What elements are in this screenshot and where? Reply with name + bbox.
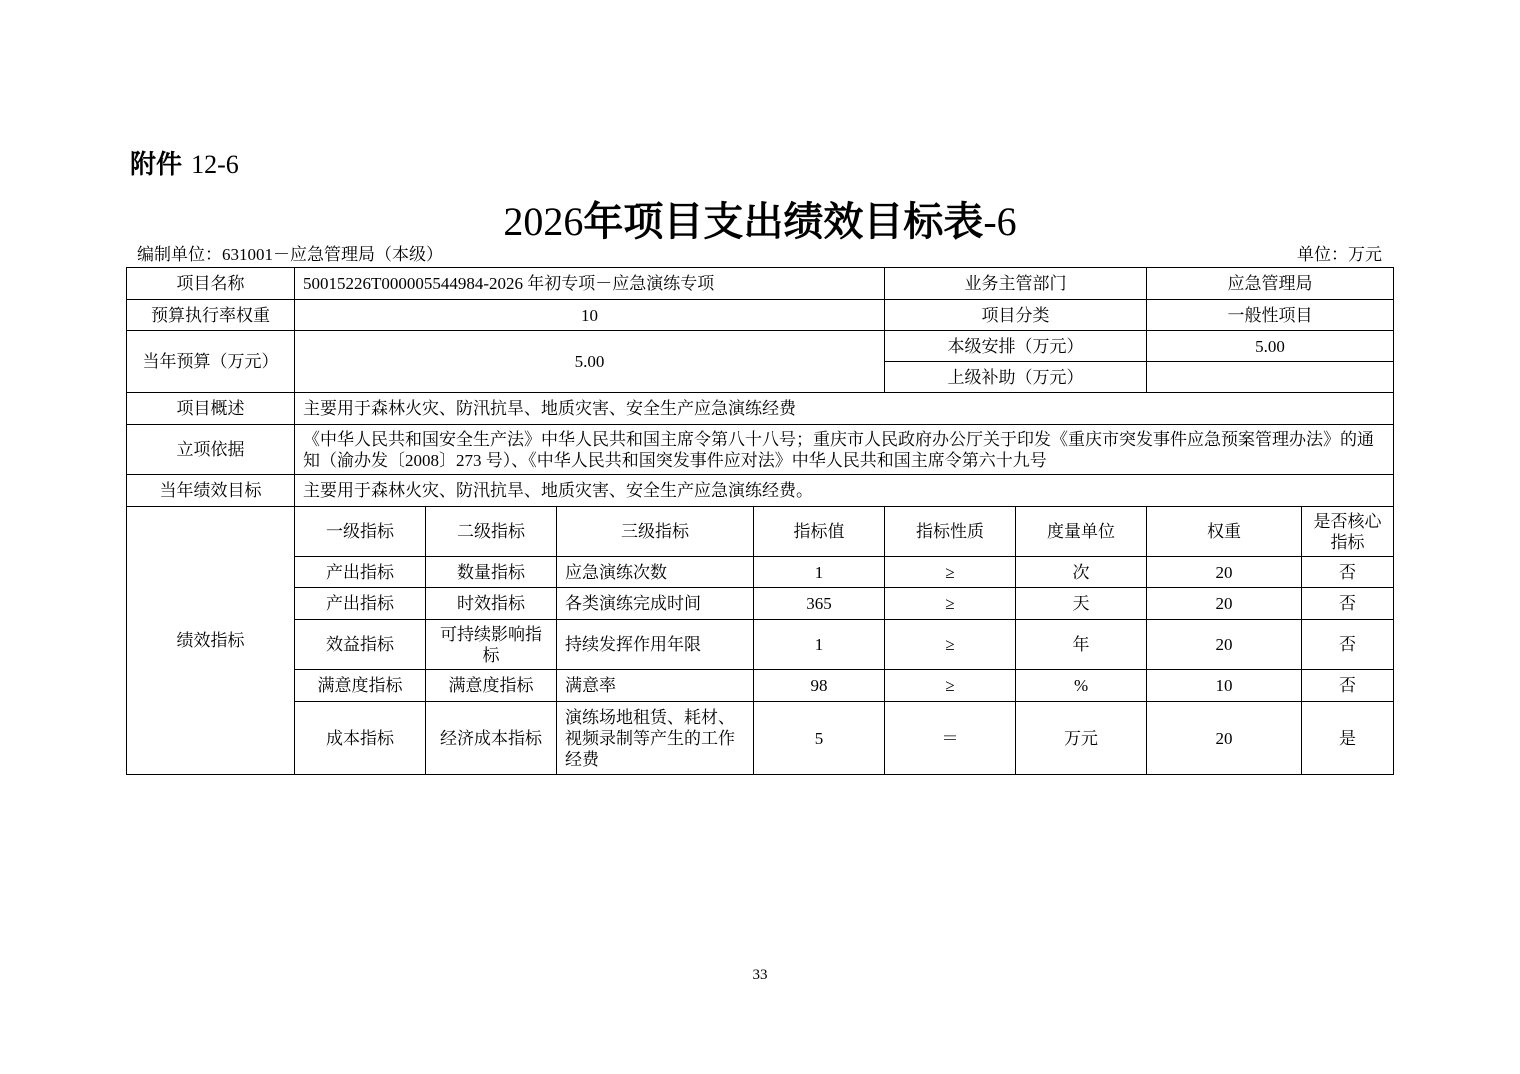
header-level2: 二级指标 [426, 507, 557, 557]
indicator-level1: 成本指标 [295, 702, 426, 775]
indicator-weight: 10 [1147, 670, 1302, 702]
indicator-core: 否 [1302, 670, 1394, 702]
row-goal [127, 475, 1394, 507]
indicator-nature: ＝ [885, 702, 1016, 775]
indicator-value: 98 [754, 670, 885, 702]
table-row [127, 620, 1394, 670]
table-row [127, 557, 1394, 588]
indicator-unit: 年 [1016, 620, 1147, 670]
compiler-unit: 编制单位：631001－应急管理局（本级） [137, 245, 443, 264]
indicator-level1: 产出指标 [295, 557, 426, 588]
title-suffix: -6 [983, 199, 1017, 244]
indicator-level3: 满意率 [557, 670, 754, 702]
dept-value: 应急管理局 [1147, 268, 1394, 300]
budget-label: 当年预算（万元） [127, 331, 295, 393]
indicator-core: 否 [1302, 620, 1394, 670]
indicator-level2: 满意度指标 [426, 670, 557, 702]
category-value: 一般性项目 [1147, 300, 1394, 331]
goal-label: 当年绩效目标 [127, 475, 295, 507]
indicator-nature: ≥ [885, 620, 1016, 670]
indicator-level2: 数量指标 [426, 557, 557, 588]
header-core: 是否核心指标 [1302, 507, 1394, 557]
indicator-weight: 20 [1147, 588, 1302, 620]
budget-value: 5.00 [295, 331, 885, 393]
basis-label: 立项依据 [127, 425, 295, 475]
basis-value: 《中华人民共和国安全生产法》中华人民共和国主席令第八十八号；重庆市人民政府办公厅关于印发《重庆市突发事件应急预案管理办法》的通知（渝办发〔2008〕273 号）、《中华人民共和国突发事件应对法》中华人民共和国主席令第六十九号 [295, 425, 1394, 475]
performance-table [126, 267, 1394, 775]
local-budget-value: 5.00 [1147, 331, 1394, 362]
indicator-value: 5 [754, 702, 885, 775]
indicator-weight: 20 [1147, 702, 1302, 775]
performance-table-wrapper [126, 267, 1393, 775]
row-project-name [127, 268, 1394, 300]
indicator-level3: 应急演练次数 [557, 557, 754, 588]
indicator-header-row [127, 507, 1394, 557]
indicator-core: 否 [1302, 557, 1394, 588]
page-title [0, 190, 1520, 247]
indicator-nature: ≥ [885, 557, 1016, 588]
upper-subsidy-label: 上级补助（万元） [885, 362, 1147, 393]
weight-value: 10 [295, 300, 885, 331]
indicator-core: 否 [1302, 588, 1394, 620]
weight-label: 预算执行率权重 [127, 300, 295, 331]
attachment-number: 12-6 [191, 150, 239, 179]
project-name-label: 项目名称 [127, 268, 295, 300]
header-unit: 度量单位 [1016, 507, 1147, 557]
indicator-unit: % [1016, 670, 1147, 702]
header-nature: 指标性质 [885, 507, 1016, 557]
overview-label: 项目概述 [127, 393, 295, 425]
row-weight [127, 300, 1394, 331]
indicator-level1: 满意度指标 [295, 670, 426, 702]
indicator-value: 365 [754, 588, 885, 620]
goal-value: 主要用于森林火灾、防汛抗旱、地质灾害、安全生产应急演练经费。 [295, 475, 1394, 507]
row-budget [127, 331, 1394, 362]
indicator-weight: 20 [1147, 620, 1302, 670]
attachment-prefix: 附件 [130, 150, 183, 180]
indicator-weight: 20 [1147, 557, 1302, 588]
indicator-unit: 天 [1016, 588, 1147, 620]
page-number: 33 [752, 967, 768, 983]
row-overview [127, 393, 1394, 425]
indicators-section-label: 绩效指标 [127, 507, 295, 775]
header-weight: 权重 [1147, 507, 1302, 557]
indicator-unit: 万元 [1016, 702, 1147, 775]
table-row [127, 670, 1394, 702]
indicator-level2: 时效指标 [426, 588, 557, 620]
indicator-nature: ≥ [885, 588, 1016, 620]
upper-subsidy-value [1147, 362, 1394, 393]
title-year: 2026 [503, 199, 584, 244]
indicator-level1: 效益指标 [295, 620, 426, 670]
indicator-nature: ≥ [885, 670, 1016, 702]
indicator-value: 1 [754, 557, 885, 588]
indicator-level3: 演练场地租赁、耗材、视频录制等产生的工作经费 [557, 702, 754, 775]
local-budget-label: 本级安排（万元） [885, 331, 1147, 362]
indicator-level2: 经济成本指标 [426, 702, 557, 775]
header-level1: 一级指标 [295, 507, 426, 557]
row-basis [127, 425, 1394, 475]
indicator-unit: 次 [1016, 557, 1147, 588]
attachment-label [130, 144, 239, 181]
header-level3: 三级指标 [557, 507, 754, 557]
indicator-level3: 持续发挥作用年限 [557, 620, 754, 670]
title-text: 年项目支出绩效目标表 [583, 199, 984, 245]
header-value: 指标值 [754, 507, 885, 557]
overview-value: 主要用于森林火灾、防汛抗旱、地质灾害、安全生产应急演练经费 [295, 393, 1394, 425]
category-label: 项目分类 [885, 300, 1147, 331]
currency-unit: 单位：万元 [1297, 245, 1382, 264]
indicator-level1: 产出指标 [295, 588, 426, 620]
indicator-level3: 各类演练完成时间 [557, 588, 754, 620]
indicator-core: 是 [1302, 702, 1394, 775]
indicator-level2: 可持续影响指标 [426, 620, 557, 670]
project-name-value: 50015226T000005544984-2026 年初专项－应急演练专项 [295, 268, 885, 300]
table-row [127, 702, 1394, 775]
dept-label: 业务主管部门 [885, 268, 1147, 300]
indicator-value: 1 [754, 620, 885, 670]
table-row [127, 588, 1394, 620]
